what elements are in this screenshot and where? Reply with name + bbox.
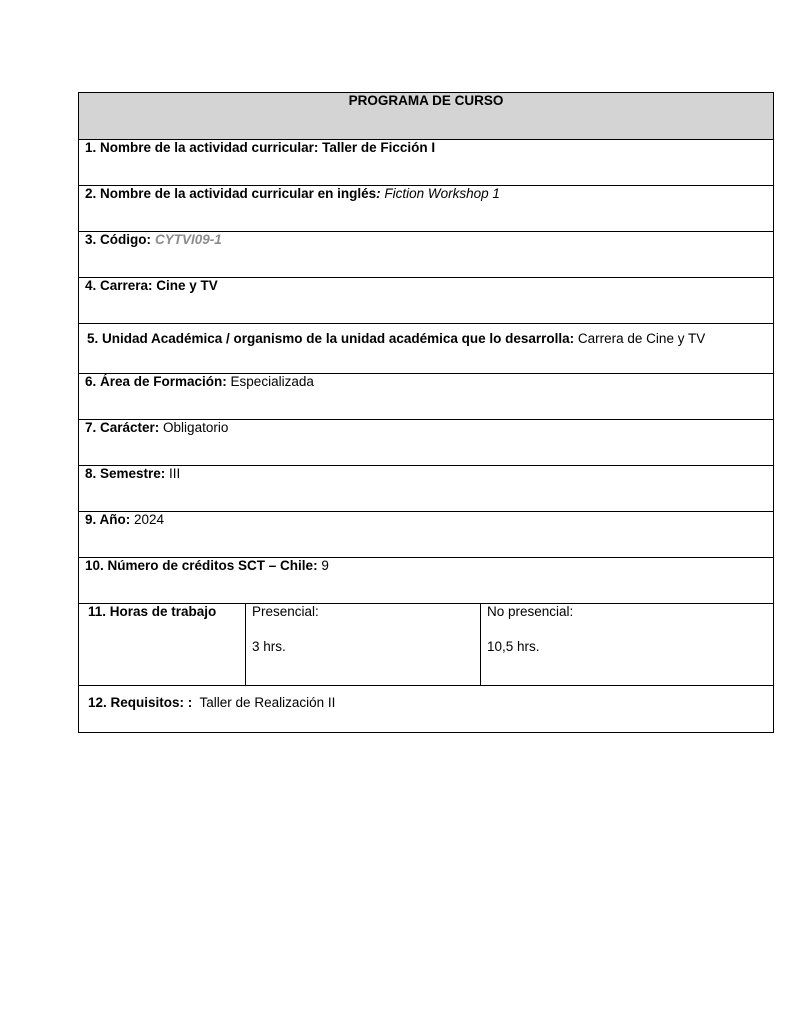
- no-presencial-label: No presencial:: [487, 604, 574, 619]
- presencial-value: 3 hrs.: [252, 639, 286, 654]
- row-code: [79, 232, 774, 278]
- row-academic-unit: [79, 324, 774, 374]
- presencial-cell: [246, 604, 481, 686]
- requirements-value: Taller de Realización II: [192, 695, 336, 710]
- course-program-table: [78, 92, 774, 733]
- row-career: [79, 278, 774, 324]
- course-name-english-label: 2. Nombre de la actividad curricular en inglés: [85, 186, 377, 201]
- row-requirements: [79, 686, 774, 733]
- work-hours-label-cell: [79, 604, 246, 686]
- academic-unit-label: 5. Unidad Académica / organismo de la unidad académica que lo desarrolla:: [87, 331, 575, 346]
- requirements-label: 12. Requisitos: :: [88, 695, 193, 710]
- code-value: CYTVI09-1: [155, 232, 222, 247]
- course-name-english-colon: :: [376, 186, 381, 201]
- row-training-area: [79, 374, 774, 420]
- character-label: 7. Carácter:: [85, 420, 160, 435]
- table-title: PROGRAMA DE CURSO: [79, 93, 774, 140]
- course-name-label: 1. Nombre de la actividad curricular: Taller de Ficción I: [85, 140, 436, 155]
- no-presencial-value: 10,5 hrs.: [487, 639, 540, 654]
- row-course-name: [79, 140, 774, 186]
- character-value: Obligatorio: [159, 420, 229, 435]
- row-semester: [79, 466, 774, 512]
- presencial-label: Presencial:: [252, 604, 319, 619]
- row-year: [79, 512, 774, 558]
- course-name-english-value: Fiction Workshop 1: [380, 186, 500, 201]
- academic-unit-value: Carrera de Cine y TV: [574, 331, 706, 346]
- career-label: 4. Carrera: Cine y TV: [85, 278, 218, 293]
- code-label: 3. Código:: [85, 232, 151, 247]
- credits-label: 10. Número de créditos SCT – Chile:: [85, 558, 318, 573]
- year-value: 2024: [130, 512, 165, 527]
- work-hours-label: 11. Horas de trabajo: [88, 604, 217, 619]
- row-character: [79, 420, 774, 466]
- semester-label: 8. Semestre:: [85, 466, 166, 481]
- row-course-name-english: [79, 186, 774, 232]
- credits-value: 9: [317, 558, 329, 573]
- no-presencial-cell: [481, 604, 774, 686]
- training-area-value: Especializada: [226, 374, 314, 389]
- row-credits: [79, 558, 774, 604]
- semester-value: III: [165, 466, 181, 481]
- training-area-label: 6. Área de Formación:: [85, 374, 227, 389]
- year-label: 9. Año:: [85, 512, 131, 527]
